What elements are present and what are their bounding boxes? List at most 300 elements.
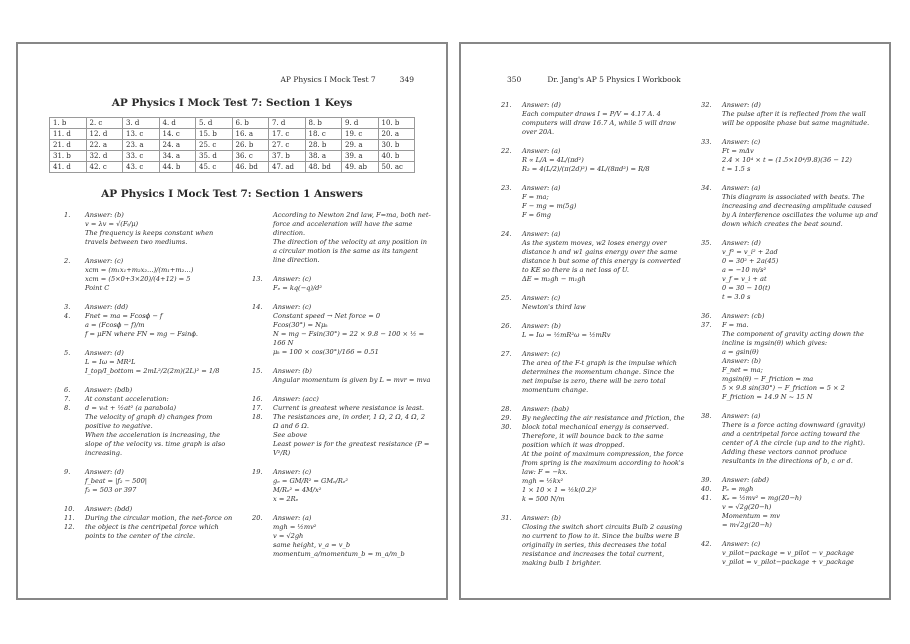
item-numbers [252, 468, 273, 504]
item-numbers [701, 540, 722, 567]
item-number: 23. [501, 184, 512, 192]
answer-line: Fnet = ma = Fcosϕ − f [85, 312, 163, 320]
answer-line: ΔE = m₂gh − m₁gh [522, 275, 586, 283]
key-row [50, 162, 415, 173]
key-row [50, 118, 415, 129]
item-number: 4. [64, 312, 71, 320]
answer-line: The frequency is keeps constant when travels between two mediums. [85, 229, 214, 246]
item-number: 19. [252, 468, 263, 476]
answer-key-table [49, 117, 415, 173]
item-number: 15. [252, 367, 263, 375]
item-number: 25. [501, 294, 512, 302]
answer-lines [722, 476, 879, 530]
key-cell: 17. c [269, 129, 306, 140]
item-number: 24. [501, 230, 512, 238]
answer-line: v_pilot = v_pilot−package + v_package [722, 558, 854, 566]
key-cell: 10. b [378, 118, 415, 129]
answer-line: Answer: (dd) [85, 303, 128, 311]
answer-line: The area of the F-t graph is the impulse which determines the momentum change. Since the net impulse is zero, there will be zero total momentum change. [522, 359, 677, 394]
running-head: Dr. Jang's AP 5 Physics I Workbook [547, 75, 681, 84]
item-number: 27. [501, 350, 512, 358]
answer-line: Answer: (b) [522, 322, 561, 330]
answer-line: = m√2g(20−h) [722, 521, 772, 529]
answer-line: Answer: (b) [273, 367, 312, 375]
answer-line: Answer: (c) [85, 257, 124, 265]
answer-lines [85, 468, 238, 495]
answer-line: a = −10 m/s² [722, 266, 767, 274]
item-number: 11. [64, 514, 75, 522]
answer-column-2 [701, 101, 879, 577]
item-number: 3. [64, 303, 71, 311]
key-cell: 6. b [232, 118, 269, 129]
answer-item [501, 101, 685, 137]
key-cell: 3. d [123, 118, 160, 129]
item-numbers [64, 468, 85, 495]
answer-line: Answer: (bdd) [85, 505, 133, 513]
key-cell: 48. bd [305, 162, 342, 173]
key-cell: 46. bd [232, 162, 269, 173]
answer-line: R₂ = 4(L/2)/(π(2d)²) = 4L/(8πd²) = R/8 [522, 165, 650, 173]
item-number: 31. [501, 514, 512, 522]
right-page [459, 42, 891, 600]
key-cell: 22. a [86, 140, 123, 151]
left-page [16, 42, 448, 600]
answer-line: Answer: (acc) [273, 395, 319, 403]
answer-item [64, 386, 238, 458]
item-numbers [64, 349, 85, 376]
answer-line: F_net = ma; [722, 366, 763, 374]
answer-item [701, 540, 879, 567]
item-number: 33. [701, 138, 712, 146]
answer-line: xcm = (m₁x₁+m₂x₂…)/(m₁+m₂…) [85, 266, 194, 274]
answer-line: Answer: (a) [722, 412, 761, 420]
item-number: 2. [64, 257, 71, 265]
answer-item [501, 184, 685, 220]
answer-item [701, 184, 879, 229]
key-row [50, 140, 415, 151]
key-cell: 30. b [378, 140, 415, 151]
answer-line: The pulse after it is reflected from the wall will be opposite phase but same magnitude. [722, 110, 870, 127]
answer-line: Answer: (d) [85, 468, 124, 476]
key-cell: 28. b [305, 140, 342, 151]
answer-line: Angular momentum is given by L = mvr = mva [273, 376, 431, 384]
answers-section-title: AP Physics I Mock Test 7: Section 1 Answers [101, 188, 363, 200]
answer-line: mgsin(θ) − F_friction = ma [722, 375, 814, 383]
answer-line: a = gsin(θ) [722, 348, 759, 356]
key-cell: 27. c [269, 140, 306, 151]
answer-lines [85, 349, 238, 376]
item-number: 26. [501, 322, 512, 330]
answer-item [701, 138, 879, 174]
answer-line: Answer: (c) [722, 138, 761, 146]
answer-line: f = μFN where FN = mg − Fsinϕ. [85, 330, 198, 338]
answer-lines [85, 386, 238, 458]
key-cell: 16. a [232, 129, 269, 140]
key-cell: 33. c [123, 151, 160, 162]
answer-item [64, 505, 238, 541]
answer-line: gₑ = GM/R² = GMₑ/Rₑ² [273, 477, 349, 485]
answer-line: Answer: (c) [522, 350, 561, 358]
answer-item [501, 514, 685, 568]
answer-column-1 [64, 211, 238, 551]
item-numbers [252, 303, 273, 357]
answer-line: f₂ = 503 or 397 [85, 486, 137, 494]
item-number: 42. [701, 540, 712, 548]
answer-item [64, 211, 238, 247]
answer-lines [273, 367, 432, 385]
item-numbers [501, 322, 522, 340]
answer-lines [522, 230, 685, 284]
item-number: 39. [701, 476, 712, 484]
key-cell: 1. b [50, 118, 87, 129]
key-cell: 47. ad [269, 162, 306, 173]
key-cell: 20. a [378, 129, 415, 140]
answer-line: According to Newton 2nd law, F=ma, both net-force and acceleration will have the same direction. [273, 211, 431, 237]
answer-line: Answer: (b) [522, 514, 561, 522]
key-cell: 8. b [305, 118, 342, 129]
answer-line: Answer: (d) [85, 349, 124, 357]
key-cell: 2. c [86, 118, 123, 129]
answer-line: The component of gravity acting down the incline is mgsin(θ) which gives: [722, 330, 864, 347]
answers-columns [18, 211, 446, 569]
answer-lines [722, 312, 879, 402]
answer-item [252, 514, 432, 559]
key-cell: 42. c [86, 162, 123, 173]
item-number: 41. [701, 494, 712, 502]
answer-line: M/Rₑ² = 4M/x² [273, 486, 322, 494]
answer-line: k = 500 N/m [522, 495, 565, 503]
answer-lines [722, 540, 879, 567]
answer-line: At constant acceleration: [85, 395, 169, 403]
answer-lines [722, 239, 879, 302]
answer-line: Answer: (d) [522, 101, 561, 109]
answer-line: Answer: (c) [273, 275, 312, 283]
key-cell: 7. d [269, 118, 306, 129]
item-number: 9. [64, 468, 71, 476]
key-cell: 13. c [123, 129, 160, 140]
key-cell: 15. b [196, 129, 233, 140]
answers-columns [461, 101, 889, 578]
answer-lines [522, 294, 685, 312]
item-numbers [501, 294, 522, 312]
key-cell: 35. d [196, 151, 233, 162]
answer-line: 1 × 10 × 1 = ½k(0.2)² [522, 486, 597, 494]
key-cell: 25. c [196, 140, 233, 151]
item-numbers [252, 514, 273, 559]
answer-line: F = ma. [722, 321, 749, 329]
item-number: 37. [701, 321, 712, 329]
right-page-header [461, 75, 889, 84]
answer-item [252, 468, 432, 504]
answer-lines [273, 395, 432, 458]
answer-line: momentum_a/momentum_b = m_a/m_b [273, 550, 405, 558]
answer-line: Closing the switch short circuits Bulb 2 causing no current to flow to it. Since the bulbs were B originally in series, this decreases the total resistance and increases the total current, making bulb 1 brighter. [522, 523, 683, 567]
answer-line: 0 = 30 − 10(t) [722, 284, 771, 292]
answer-line: v = √2g(20−h) [722, 503, 772, 511]
answer-item [701, 101, 879, 128]
answer-line: mgh = ½kx² [522, 477, 564, 485]
answer-line: Each computer draws I = P/V = 4.17 A. 4 computers will draw 16.7 A, while 5 will draw over 20A. [522, 110, 676, 136]
item-number: 40. [701, 485, 712, 493]
answer-item [501, 322, 685, 340]
key-cell: 19. c [342, 129, 379, 140]
answer-line: Answer: (c) [273, 468, 312, 476]
key-cell: 29. a [342, 140, 379, 151]
answer-line: Answer: (d) [722, 101, 761, 109]
answer-line: F − mg = m(5g) [522, 202, 577, 210]
answer-lines [273, 468, 432, 504]
key-cell: 49. ab [342, 162, 379, 173]
answer-line: L = Iω = MR²L [85, 358, 136, 366]
answer-line: Answer: (c) [522, 294, 561, 302]
answer-lines [85, 505, 238, 541]
key-row [50, 129, 415, 140]
answer-line: F = 6mg [522, 211, 551, 219]
item-numbers [64, 505, 85, 541]
item-numbers [64, 257, 85, 293]
answer-line: Answer: (c) [722, 540, 761, 548]
answer-line: same height, v_a = v_b [273, 541, 351, 549]
item-numbers [501, 405, 522, 504]
item-numbers [501, 147, 522, 174]
answer-line: 0 = 30² + 2a(45) [722, 257, 779, 265]
key-cell: 40. b [378, 151, 415, 162]
item-numbers [701, 312, 722, 402]
key-row [50, 151, 415, 162]
key-cell: 9. d [342, 118, 379, 129]
key-cell: 39. a [342, 151, 379, 162]
key-cell: 44. b [159, 162, 196, 173]
answer-line: mgh = ½mv² [273, 523, 317, 531]
answer-line: I_top/I_bottom = 2mL²/2(2m)(2L)² = 1/8 [85, 367, 220, 375]
answer-lines [273, 275, 432, 293]
key-cell: 37. b [269, 151, 306, 162]
answer-line: Answer: (d) [722, 239, 761, 247]
item-number: 10. [64, 505, 75, 513]
answer-lines [522, 350, 685, 395]
answer-line: xcm = (5×0+3×20)/(4+12) = 5 [85, 275, 191, 283]
answer-lines [522, 147, 685, 174]
answer-item [501, 230, 685, 284]
answer-item [701, 412, 879, 466]
key-cell: 34. a [159, 151, 196, 162]
answer-line: This diagram is associated with beats. The increasing and decreasing amplitude caused by A interference oscillates the volume up and down which creates the beat sound. [722, 193, 878, 228]
key-cell: 14. c [159, 129, 196, 140]
answer-line: Answer: (a) [722, 184, 761, 192]
answer-line: f_beat = |f₂ − 500| [85, 477, 147, 485]
answer-line: F = ma; [522, 193, 549, 201]
item-number: 17. [252, 404, 263, 412]
item-numbers [701, 476, 722, 530]
answer-line: Answer: (a) [522, 184, 561, 192]
answer-line: t = 1.5 s [722, 165, 751, 173]
answer-line: Answer: (bab) [522, 405, 569, 413]
item-number: 32. [701, 101, 712, 109]
key-cell: 5. d [196, 118, 233, 129]
item-number: 12. [64, 523, 75, 531]
item-numbers [701, 239, 722, 302]
item-number: 6. [64, 386, 71, 394]
answer-line: Ft = mΔv [722, 147, 754, 155]
answer-line: Momentum = mv [722, 512, 780, 520]
item-numbers [501, 514, 522, 568]
left-page-header [18, 75, 446, 84]
answer-line: Answer: (b) [722, 357, 761, 365]
answer-line: 2.4 × 10⁴ × t = (1.5×10⁴/9.8)(36 − 12) [722, 156, 852, 164]
answer-lines [273, 303, 432, 357]
answer-item [252, 211, 432, 265]
answer-line: At the point of maximum compression, the force from spring is the maximum according to hook's law: F = −kx. [522, 450, 685, 476]
answer-column-1 [501, 101, 685, 578]
answer-line: Least power is for the greatest resistance (P = V²/R) [273, 440, 430, 457]
answer-line: Answer: (abd) [722, 476, 769, 484]
item-numbers [64, 211, 85, 247]
key-cell: 11. d [50, 129, 87, 140]
answer-line: Answer: (cb) [722, 312, 765, 320]
answer-lines [722, 101, 879, 128]
answer-item [501, 405, 685, 504]
key-cell: 32. d [86, 151, 123, 162]
item-number: 20. [252, 514, 263, 522]
answer-lines [522, 514, 685, 568]
item-numbers [501, 230, 522, 284]
answer-line: Answer: (a) [273, 514, 312, 522]
answer-line: The direction of the velocity at any position in a circular motion is the same as its tangent line direction. [273, 238, 427, 264]
item-number: 1. [64, 211, 71, 219]
item-numbers [501, 184, 522, 220]
page-number: 349 [399, 75, 414, 84]
item-number: 18. [252, 413, 263, 421]
answer-line: t = 3.0 s [722, 293, 751, 301]
item-number: 8. [64, 404, 71, 412]
key-cell: 4. d [159, 118, 196, 129]
answer-lines [522, 405, 685, 504]
answer-lines [85, 211, 238, 247]
answer-item [64, 349, 238, 376]
key-cell: 45. c [196, 162, 233, 173]
answer-line: Answer: (bdb) [85, 386, 133, 394]
item-numbers [252, 275, 273, 293]
item-number: 5. [64, 349, 71, 357]
answer-line: During the circular motion, the net-force on the object is the centripetal force which points to the center of the circle. [85, 514, 233, 540]
answer-key-rows [50, 118, 415, 173]
item-number: 36. [701, 312, 712, 320]
answer-item [701, 312, 879, 402]
answer-line: v = √2gh [273, 532, 304, 540]
answer-line: v_f² = v_i² + 2ad [722, 248, 778, 256]
key-cell: 23. a [123, 140, 160, 151]
answer-line: Constant speed → Net force = 0 [273, 312, 381, 320]
item-number: 30. [501, 423, 512, 431]
answer-lines [722, 138, 879, 174]
key-cell: 21. d [50, 140, 87, 151]
answer-line: Pₑ = mgh [722, 485, 754, 493]
item-numbers [252, 211, 273, 265]
answer-line: Fcos(30°) = Nμₖ [273, 321, 328, 329]
answer-line: 5 × 9.8 sin(30°) − F_friction = 5 × 2 [722, 384, 845, 392]
item-number: 16. [252, 395, 263, 403]
item-number: 13. [252, 275, 263, 283]
answer-line: v_f = v_i + at [722, 275, 767, 283]
answer-item [252, 367, 432, 385]
item-numbers [701, 138, 722, 174]
answer-line: Newton's third law [522, 303, 586, 311]
answer-item [701, 476, 879, 530]
answer-line: Answer: (a) [522, 147, 561, 155]
key-cell: 43. c [123, 162, 160, 173]
answer-item [252, 303, 432, 357]
item-number: 34. [701, 184, 712, 192]
item-numbers [701, 184, 722, 229]
answer-lines [85, 257, 238, 293]
answer-lines [273, 514, 432, 559]
answer-item [701, 239, 879, 302]
answer-line: When the acceleration is increasing, the slope of the velocity vs. time graph is also increasing. [85, 431, 226, 457]
key-cell: 26. b [232, 140, 269, 151]
item-numbers [701, 101, 722, 128]
item-numbers [501, 101, 522, 137]
item-number: 14. [252, 303, 263, 311]
answer-line: By neglecting the air resistance and friction, the block total mechanical energy is conserved. Therefore, it will bounce back to the same position which it was dropped. [522, 414, 685, 449]
answer-line: Point C [85, 284, 110, 292]
item-numbers [501, 350, 522, 395]
item-number: 35. [701, 239, 712, 247]
answer-lines [273, 211, 432, 265]
answer-item [501, 294, 685, 312]
key-cell: 18. c [305, 129, 342, 140]
answer-line: Current is greatest where resistance is least. The resistances are, in order, 1 Ω, 2 Ω, 4 Ω, 2 Ω and 6 Ω. [273, 404, 426, 430]
answer-lines [522, 184, 685, 220]
item-number: 22. [501, 147, 512, 155]
answer-item [501, 147, 685, 174]
answer-line: v = λv = √(Fₜ/μ) [85, 220, 139, 228]
answer-item [252, 275, 432, 293]
answer-column-2 [252, 211, 432, 569]
item-number: 29. [501, 414, 512, 422]
key-cell: 38. a [305, 151, 342, 162]
key-cell: 36. c [232, 151, 269, 162]
item-numbers [701, 412, 722, 466]
answer-lines [522, 101, 685, 137]
item-numbers [64, 303, 85, 339]
item-numbers [252, 367, 273, 385]
item-numbers [64, 386, 85, 458]
answer-line: μₖ = 100 × cos(30°)/166 = 0.51 [273, 348, 379, 356]
answer-line: x = 2Rₑ [273, 495, 299, 503]
answer-line: L = Iω = ½mR²ω = ½mRv [522, 331, 611, 339]
answer-line: Kₑ = ½mv² = mg(20−h) [722, 494, 802, 502]
answer-line: a = (Fcosϕ − f)/m [85, 321, 145, 329]
answer-lines [522, 322, 685, 340]
answer-line: The velocity of graph d) changes from positive to negative. [85, 413, 213, 430]
keys-section-title: AP Physics I Mock Test 7: Section 1 Keys [111, 97, 353, 109]
answer-lines [85, 303, 238, 339]
item-number: 21. [501, 101, 512, 109]
answer-lines [722, 184, 879, 229]
answer-item [252, 395, 432, 458]
item-numbers [252, 395, 273, 458]
answer-line: There is a force acting downward (gravity) and a centripetal force acting toward the center of A the circle (up and to the right). Adding these vectors cannot produce resultants in the directions of b, c or d. [722, 421, 866, 465]
answer-line: R ∝ L/A = 4L/(πd²) [522, 156, 584, 164]
answer-line: Answer: (c) [273, 303, 312, 311]
answer-line: Answer: (b) [85, 211, 124, 219]
item-number: 7. [64, 395, 71, 403]
item-number: 28. [501, 405, 512, 413]
answer-line: d = v₀t + ½at² (a parabola) [85, 404, 177, 412]
answer-lines [722, 412, 879, 466]
answer-item [64, 468, 238, 495]
answer-line: v_pilot−package = v_pilot − v_package [722, 549, 854, 557]
